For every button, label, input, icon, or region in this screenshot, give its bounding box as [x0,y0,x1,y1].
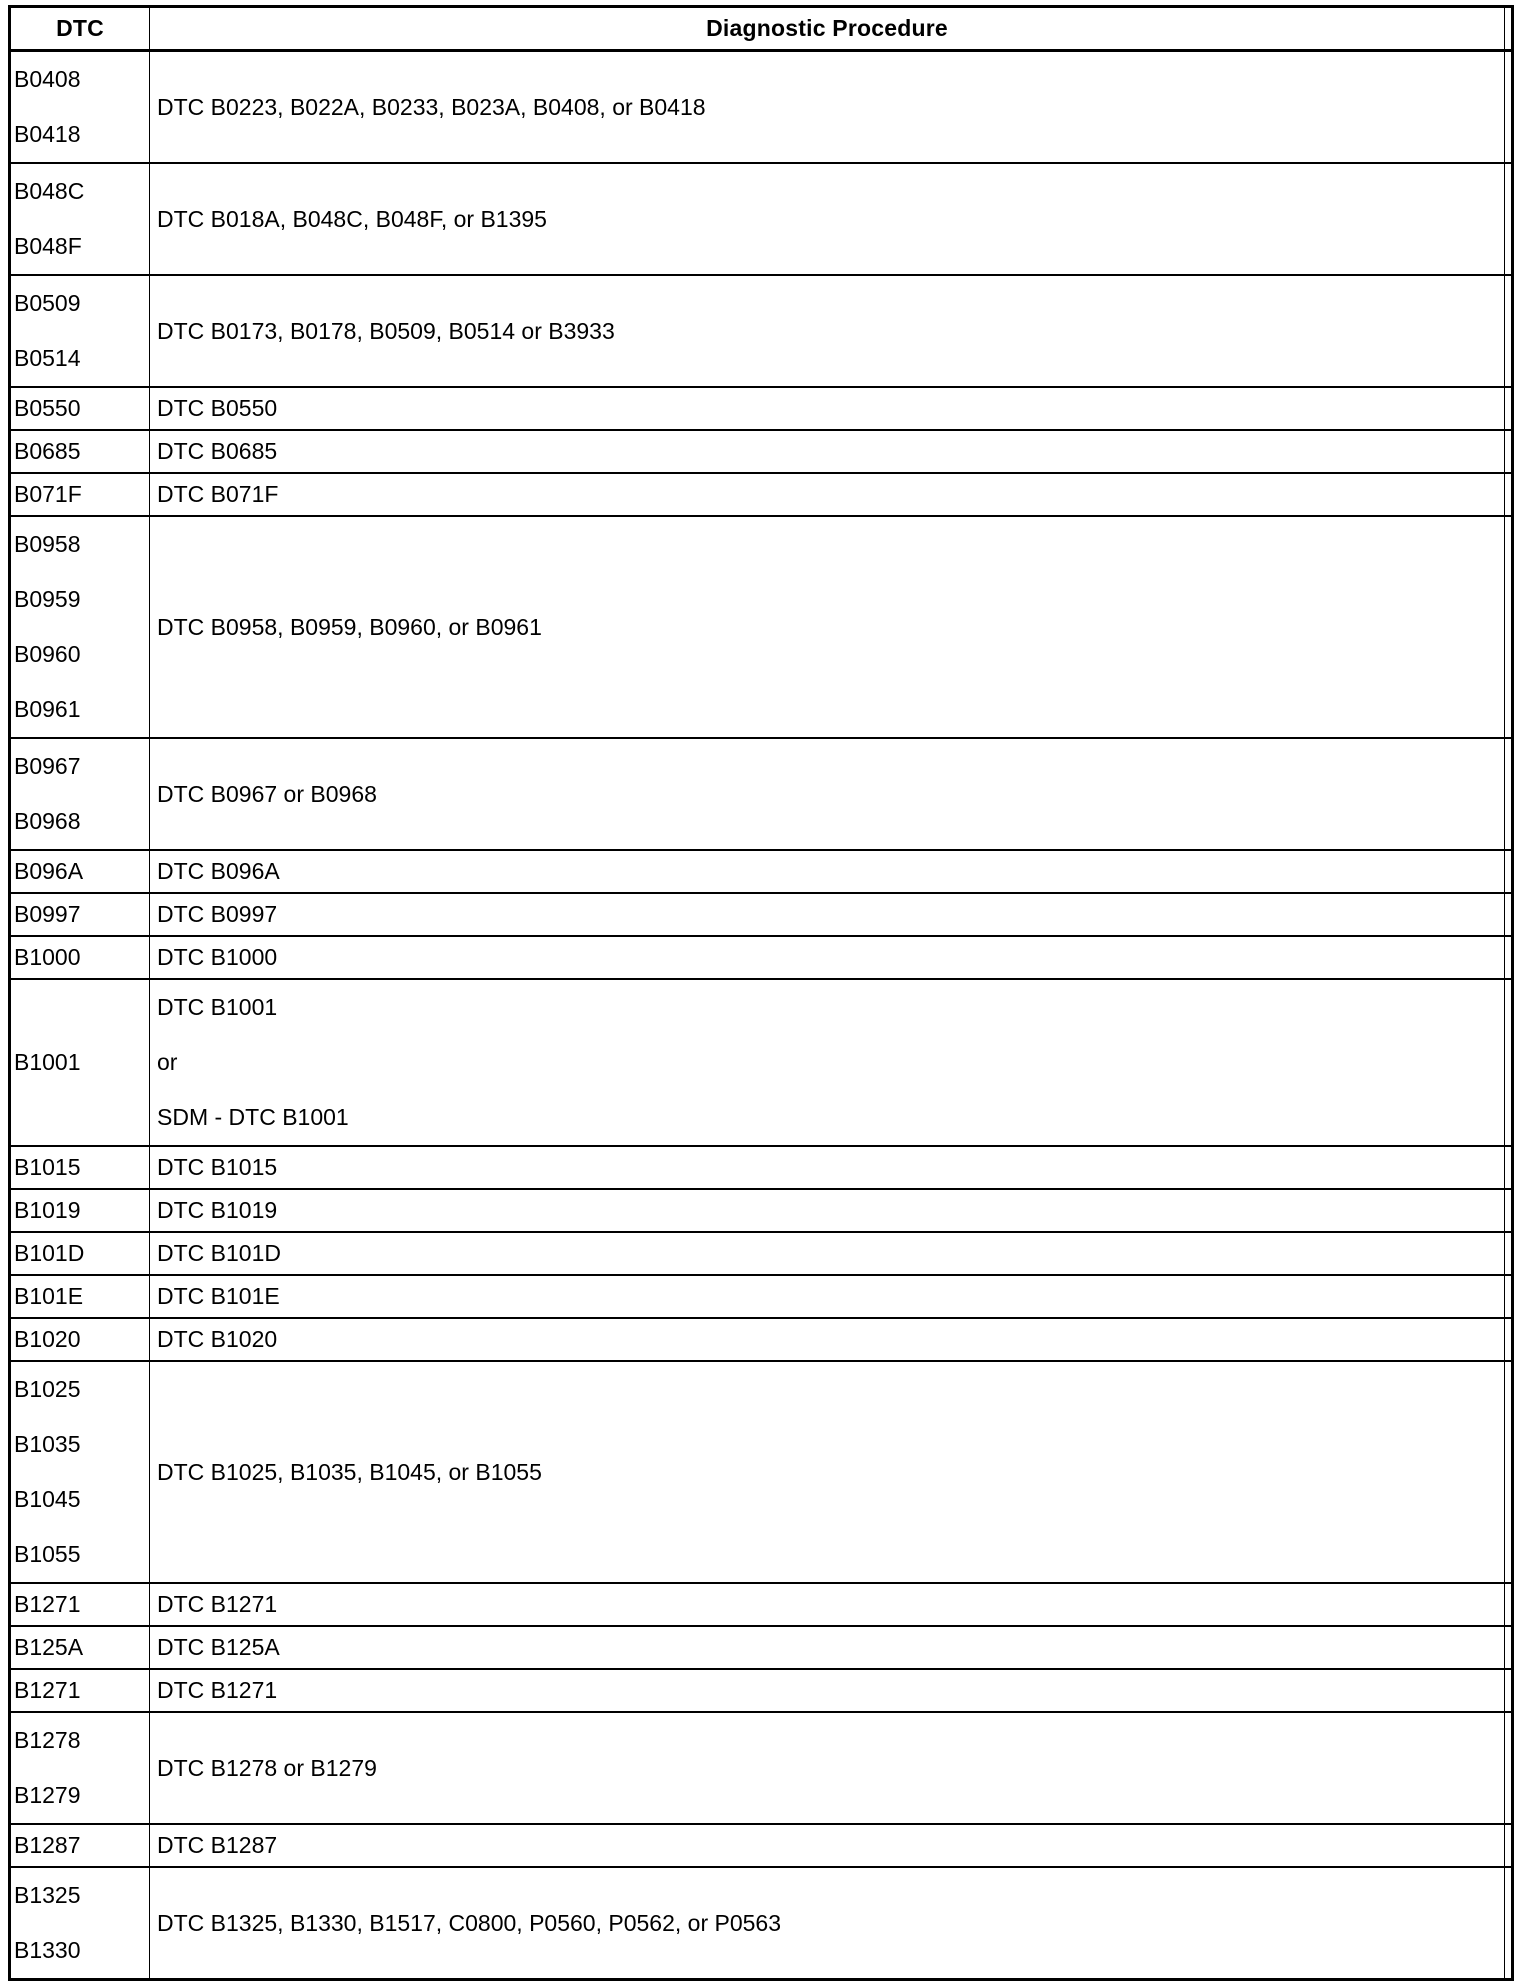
table-row [10,473,1513,516]
diagnostic-procedure-text: DTC B1287 [157,1832,278,1858]
dtc-code: B1279 [14,1782,81,1808]
diagnostic-procedure-text: DTC B0997 [157,901,278,927]
diagnostic-procedure-cell [150,1361,1505,1583]
dtc-code: B1325 [14,1882,81,1908]
table-row [10,1189,1513,1232]
diagnostic-procedure-text: SDM - DTC B1001 [157,1104,349,1130]
gutter-cell [1505,936,1513,979]
dtc-code-cell [10,1824,150,1867]
gutter-cell [1505,979,1513,1146]
dtc-code: B1287 [14,1832,81,1858]
table-row [10,163,1513,275]
diagnostic-procedure-cell [150,936,1505,979]
dtc-code: B1019 [14,1197,81,1223]
table-row [10,979,1513,1146]
dtc-code-cell [10,979,150,1146]
gutter-cell [1505,850,1513,893]
dtc-code-cell [10,1361,150,1583]
diagnostic-procedure-text: DTC B1025, B1035, B1045, or B1055 [157,1458,542,1485]
diagnostic-procedure-text: DTC B1271 [157,1591,278,1617]
dtc-code-cell [10,163,150,275]
diagnostic-procedure-text: DTC B101D [157,1240,281,1266]
gutter-cell [1505,473,1513,516]
dtc-code-cell [10,738,150,850]
gutter-cell [1505,1824,1513,1867]
dtc-code: B048F [14,233,82,259]
table-row [10,1669,1513,1712]
diagnostic-procedure-text: DTC B125A [157,1634,280,1660]
dtc-code: B101D [14,1240,85,1266]
dtc-code: B0408 [14,66,81,92]
diagnostic-procedure-cell [150,430,1505,473]
diagnostic-procedure-cell [150,1146,1505,1189]
gutter-cell [1505,1626,1513,1669]
dtc-code-cell [10,1712,150,1824]
diagnostic-procedure-cell [150,1318,1505,1361]
dtc-code-cell [10,1867,150,1980]
diagnostic-procedure-cell [150,1669,1505,1712]
table-row [10,1146,1513,1189]
table-row [10,516,1513,738]
dtc-code-cell [10,1146,150,1189]
dtc-code: B0997 [14,901,81,927]
table-row [10,1626,1513,1669]
gutter-cell [1505,1318,1513,1361]
dtc-column-header: DTC [10,7,150,51]
diagnostic-procedure-cell [150,979,1505,1146]
diagnostic-procedure-text: DTC B0550 [157,395,278,421]
dtc-code: B0514 [14,345,81,371]
dtc-code: B096A [14,858,84,884]
gutter-cell [1505,516,1513,738]
diagnostic-procedure-cell [150,850,1505,893]
table-row [10,1275,1513,1318]
diagnostic-procedure-text: DTC B0958, B0959, B0960, or B0961 [157,613,542,640]
dtc-code-cell [10,1232,150,1275]
diagnostic-procedure-text: DTC B0685 [157,438,278,464]
diagnostic-procedure-cell [150,1824,1505,1867]
diagnostic-procedure-cell [150,1626,1505,1669]
dtc-code-cell [10,387,150,430]
diagnostic-procedure-cell [150,1275,1505,1318]
diagnostic-procedure-text: DTC B1325, B1330, B1517, C0800, P0560, P0562, or P0563 [157,1909,781,1936]
dtc-code: B048C [14,178,85,204]
table-row [10,1824,1513,1867]
diagnostic-procedure-text: DTC B1001 [157,994,278,1020]
gutter-cell [1505,1712,1513,1824]
gutter-cell [1505,1867,1513,1980]
dtc-code-cell [10,936,150,979]
diagnostic-procedure-cell [150,1583,1505,1626]
dtc-code: B1015 [14,1154,81,1180]
diagnostic-procedure-cell [150,1867,1505,1980]
table-row [10,1867,1513,1980]
gutter-cell [1505,738,1513,850]
diagnostic-procedure-cell [150,1232,1505,1275]
table-row [10,51,1513,164]
dtc-code: B125A [14,1634,84,1660]
table-row [10,1361,1513,1583]
dtc-code: B0418 [14,121,81,147]
diagnostic-procedure-cell [150,1712,1505,1824]
gutter-cell [1505,893,1513,936]
diagnostic-procedure-cell [150,387,1505,430]
dtc-table [8,5,1514,1981]
dtc-code-cell [10,1189,150,1232]
dtc-code-cell [10,850,150,893]
diagnostic-procedure-cell [150,163,1505,275]
diagnostic-procedure-cell [150,893,1505,936]
dtc-code: B1025 [14,1376,81,1402]
diagnostic-procedure-text: DTC B1000 [157,944,278,970]
dtc-code: B0961 [14,696,81,722]
dtc-code: B1055 [14,1541,81,1567]
dtc-code-cell [10,1626,150,1669]
table-row [10,850,1513,893]
diagnostic-procedure-text: DTC B1019 [157,1197,278,1223]
dtc-code-cell [10,430,150,473]
dtc-code-cell [10,1583,150,1626]
diagnostic-procedure-text: DTC B1271 [157,1677,278,1703]
diagnostic-procedure-cell [150,1189,1505,1232]
dtc-code-cell [10,275,150,387]
dtc-code: B1330 [14,1937,81,1963]
dtc-code: B0958 [14,531,81,557]
table-row [10,1318,1513,1361]
table-row [10,893,1513,936]
dtc-code: B0968 [14,808,81,834]
dtc-table-container [8,5,1514,1981]
gutter-cell [1505,1275,1513,1318]
gutter-cell [1505,387,1513,430]
diagnostic-procedure-cell [150,51,1505,164]
gutter-cell [1505,430,1513,473]
dtc-code: B0550 [14,395,81,421]
gutter-cell [1505,275,1513,387]
dtc-code-cell [10,1275,150,1318]
dtc-code-cell [10,893,150,936]
dtc-code: B1271 [14,1591,81,1617]
dtc-code: B101E [14,1283,84,1309]
diagnostic-procedure-cell [150,516,1505,738]
diagnostic-procedure-text: DTC B1020 [157,1326,278,1352]
procedure-column-header: Diagnostic Procedure [150,7,1505,51]
diagnostic-procedure-cell [150,275,1505,387]
table-row [10,1712,1513,1824]
table-row [10,275,1513,387]
diagnostic-procedure-text: DTC B1015 [157,1154,278,1180]
diagnostic-procedure-cell [150,473,1505,516]
table-row [10,738,1513,850]
gutter-cell [1505,51,1513,164]
dtc-code: B1271 [14,1677,81,1703]
dtc-code: B071F [14,481,82,507]
dtc-code: B1278 [14,1727,81,1753]
dtc-code-cell [10,1318,150,1361]
table-row [10,936,1513,979]
dtc-code: B0685 [14,438,81,464]
dtc-code-cell [10,51,150,164]
table-body [10,51,1513,1980]
dtc-code: B0509 [14,290,81,316]
dtc-code: B0967 [14,753,81,779]
table-row [10,1232,1513,1275]
gutter-cell [1505,1146,1513,1189]
table-row [10,430,1513,473]
gutter-cell [1505,1361,1513,1583]
dtc-code: B1000 [14,944,81,970]
diagnostic-procedure-text: or [157,1049,178,1075]
dtc-code: B1001 [14,1049,81,1075]
table-row [10,387,1513,430]
diagnostic-procedure-text: DTC B096A [157,858,280,884]
gutter-cell [1505,163,1513,275]
diagnostic-procedure-cell [150,738,1505,850]
diagnostic-procedure-text: DTC B1278 or B1279 [157,1754,377,1781]
dtc-code-cell [10,1669,150,1712]
dtc-code: B1020 [14,1326,81,1352]
diagnostic-procedure-text: DTC B0173, B0178, B0509, B0514 or B3933 [157,317,615,344]
gutter-cell [1505,1232,1513,1275]
table-row [10,1583,1513,1626]
diagnostic-procedure-text: DTC B0967 or B0968 [157,780,377,807]
gutter-cell [1505,1669,1513,1712]
diagnostic-procedure-text: DTC B101E [157,1283,280,1309]
gutter-cell [1505,1583,1513,1626]
gutter-column-header [1505,7,1513,51]
dtc-code: B0960 [14,641,81,667]
diagnostic-procedure-text: DTC B018A, B048C, B048F, or B1395 [157,205,547,232]
dtc-code: B0959 [14,586,81,612]
diagnostic-procedure-text: DTC B071F [157,481,279,507]
diagnostic-procedure-text: DTC B0223, B022A, B0233, B023A, B0408, or B0418 [157,93,706,120]
table-header-row [10,7,1513,51]
dtc-code: B1045 [14,1486,81,1512]
gutter-cell [1505,1189,1513,1232]
dtc-code-cell [10,473,150,516]
dtc-code: B1035 [14,1431,81,1457]
dtc-code-cell [10,516,150,738]
